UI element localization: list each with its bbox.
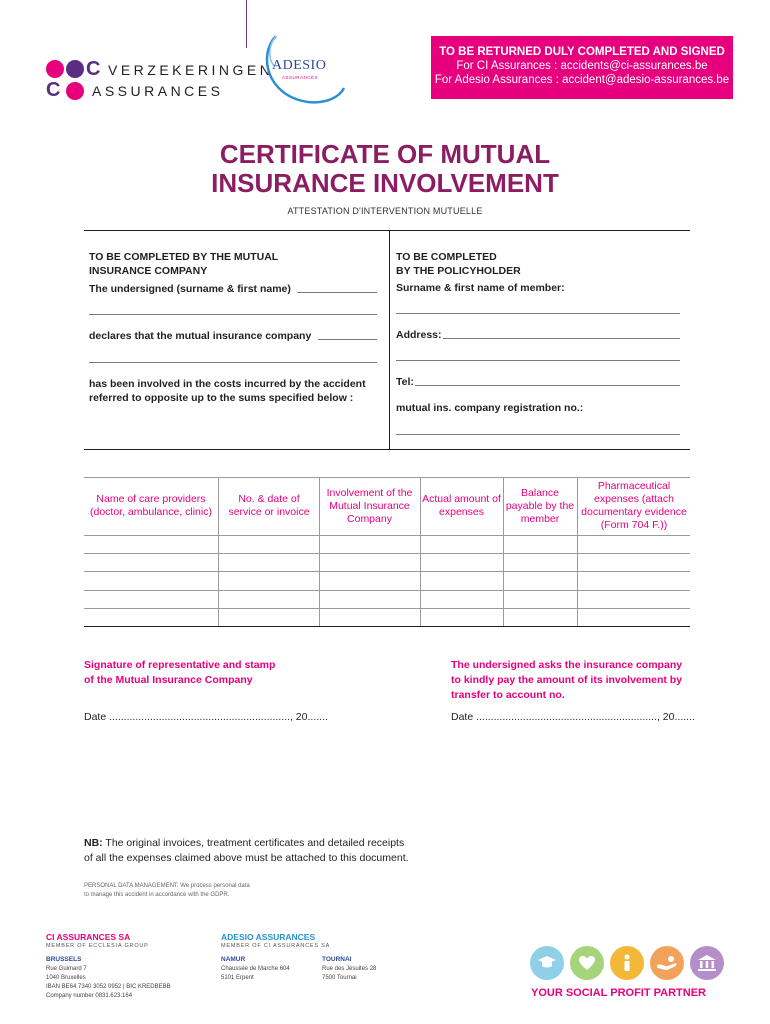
return-notice	[431, 36, 733, 99]
nb-text: The original invoices, treatment certificates and detailed receipts	[102, 837, 405, 849]
signature-mutual-label	[84, 658, 275, 688]
logo-dot-icon	[66, 60, 84, 78]
title-line: CERTIFICATE OF MUTUAL	[219, 139, 551, 169]
social-profit-icons	[530, 946, 726, 980]
date-field-right[interactable]: Date .............................................................., 20.......	[451, 711, 695, 723]
nb-note	[84, 836, 444, 866]
registration-field[interactable]	[396, 434, 680, 435]
ci-assurances-logo	[46, 58, 274, 102]
logo-dot-icon	[46, 60, 64, 78]
ci-company-name: CI ASSURANCES SA	[46, 932, 131, 942]
notice-heading: TO BE RETURNED DULY COMPLETED AND SIGNED	[439, 46, 725, 58]
member-name-field[interactable]	[396, 313, 680, 314]
mutual-company-field-line2[interactable]	[89, 362, 377, 363]
address-label: Address:	[396, 329, 442, 341]
table-row-rule	[84, 535, 690, 536]
adesio-member-text: MEMBER OF CI ASSURANCES SA	[221, 943, 331, 949]
page-title	[0, 140, 770, 198]
sig-line: to kindly pay the amount of its involvement by	[451, 674, 683, 686]
date-field-left[interactable]: Date .............................................................., 20.......	[84, 711, 328, 723]
gdpr-line: to manage this accident in accordance with the GDPR.	[84, 892, 230, 898]
heading-line: INSURANCE COMPANY	[89, 265, 208, 277]
adesio-name: ADESIO	[272, 58, 327, 73]
col-header-balance: Balance payable by the member	[505, 486, 575, 525]
mutual-company-field[interactable]	[318, 339, 377, 340]
notice-ci-email: For CI Assurances : accidents@ci-assurances.be	[456, 60, 708, 72]
ci-member-text: MEMBER OF ECCLESIA GROUP	[46, 943, 149, 949]
gdpr-note	[84, 882, 304, 900]
title-line: INSURANCE INVOLVEMENT	[211, 168, 559, 198]
table-col-divider	[319, 477, 320, 627]
graduation-cap-icon	[530, 946, 564, 980]
address-line: 7500 Tournai	[322, 975, 357, 981]
nb-label: NB:	[84, 837, 103, 849]
involved-text	[89, 377, 366, 405]
table-bottom-rule	[84, 626, 690, 627]
table-col-divider	[577, 477, 578, 627]
table-row-rule	[84, 590, 690, 591]
logo-word: VERZEKERINGEN	[108, 62, 274, 78]
col-header-involvement: Involvement of the Mutual Insurance Company	[326, 486, 413, 525]
sig-line: transfer to account no.	[451, 689, 565, 701]
address-field-line2[interactable]	[396, 360, 680, 361]
address-line: Chaussée de Marche 604	[221, 966, 290, 972]
declares-label: declares that the mutual insurance company	[89, 330, 312, 342]
address-line: Rue Guimard 7	[46, 966, 87, 972]
tel-label: Tel:	[396, 376, 414, 388]
sig-line: The undersigned asks the insurance company	[451, 659, 683, 671]
heading-line: TO BE COMPLETED BY THE MUTUAL	[89, 251, 279, 263]
table-col-divider	[420, 477, 421, 627]
nb-text: of all the expenses claimed above must be attached to this document.	[84, 852, 409, 864]
partner-slogan: YOUR SOCIAL PROFIT PARTNER	[531, 987, 706, 999]
page-subtitle: ATTESTATION D'INTERVENTION MUTUELLE	[287, 206, 483, 216]
namur-address	[221, 965, 290, 983]
table-top-rule	[84, 449, 690, 450]
brussels-address	[46, 965, 171, 1001]
involved-line: has been involved in the costs incurred by the accident	[89, 378, 366, 390]
logo-letter: C	[86, 58, 101, 80]
section-divider	[389, 230, 390, 450]
header-divider	[246, 0, 247, 48]
col-header-pharma: Pharmaceutical expenses (attach documentary evidence (Form 704 F.))	[581, 480, 687, 531]
sig-line: of the Mutual Insurance Company	[84, 674, 253, 686]
table-row-rule	[84, 553, 690, 554]
col-header-actual: Actual amount of expenses	[422, 493, 501, 518]
mutual-heading	[89, 250, 278, 278]
section-rule	[84, 230, 690, 231]
col-header-service: No. & date of service or invoice	[228, 493, 310, 518]
logo-word: ASSURANCES	[92, 83, 224, 99]
address-line: Rue des Jésuites 28	[322, 966, 377, 972]
heading-line: BY THE POLICYHOLDER	[396, 265, 521, 277]
undersigned-label: The undersigned (surname & first name)	[89, 283, 291, 295]
member-name-label: Surname & first name of member:	[396, 282, 565, 294]
brussels-city: BRUSSELS	[46, 956, 82, 963]
helping-hands-icon	[650, 946, 684, 980]
payment-request-label	[451, 658, 682, 703]
policyholder-heading	[396, 250, 521, 278]
undersigned-field-line2[interactable]	[89, 314, 377, 315]
notice-adesio-email: For Adesio Assurances : accident@adesio-assurances.be	[434, 74, 730, 86]
address-line: 1040 Bruxelles	[46, 975, 86, 981]
heart-icon	[570, 946, 604, 980]
info-icon	[610, 946, 644, 980]
tel-field[interactable]	[415, 385, 680, 386]
address-line: IBAN BE64 7340 3052 0952 | BIC KREDBEBB	[46, 984, 171, 990]
undersigned-field[interactable]	[297, 292, 377, 293]
adesio-company-name: ADESIO ASSURANCES	[221, 932, 316, 942]
logo-dot-icon	[66, 82, 84, 100]
col-header-providers: Name of care providers (doctor, ambulance, clinic)	[90, 493, 212, 518]
address-field[interactable]	[443, 338, 680, 339]
gdpr-line: PERSONAL DATA MANAGEMENT: We process personal data	[84, 883, 250, 889]
table-col-divider	[503, 477, 504, 627]
address-line: Company number 0831.623.164	[46, 993, 133, 999]
tournai-city: TOURNAI	[322, 956, 352, 963]
adesio-sub: ASSURANCES	[282, 75, 319, 80]
table-row-rule	[84, 608, 690, 609]
registration-label: mutual ins. company registration no.:	[396, 402, 584, 414]
table-col-divider	[218, 477, 219, 627]
address-line: 5101 Erpent	[221, 975, 254, 981]
institution-icon	[690, 946, 724, 980]
table-row-rule	[84, 571, 690, 572]
namur-city: NAMUR	[221, 956, 246, 963]
involved-line: referred to opposite up to the sums specified below :	[89, 392, 354, 404]
heading-line: TO BE COMPLETED	[396, 251, 497, 263]
adesio-logo	[262, 32, 346, 106]
tournai-address	[322, 965, 376, 983]
sig-line: Signature of representative and stamp	[84, 659, 276, 671]
logo-letter: C	[46, 79, 61, 101]
